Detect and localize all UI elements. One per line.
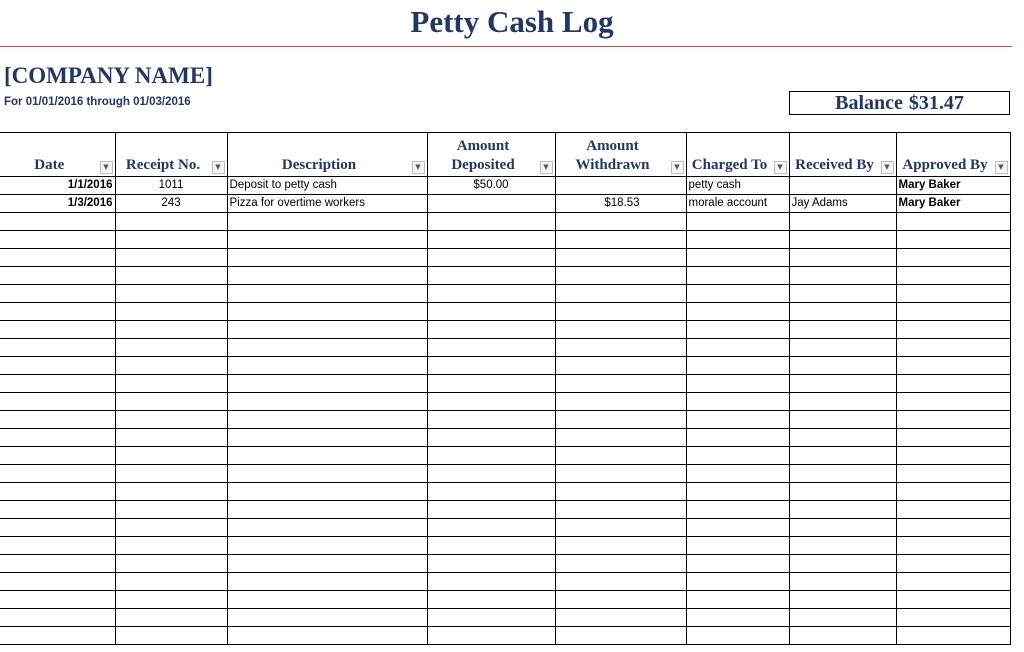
cell-description[interactable] [227,213,427,231]
cell-receipt[interactable] [115,213,227,231]
cell-charged-to[interactable] [686,357,789,375]
cell-description[interactable] [227,411,427,429]
cell-description[interactable] [227,483,427,501]
cell-receipt[interactable]: 1011 [115,177,227,195]
column-header-text: Amount [586,138,639,154]
cell-description[interactable] [227,447,427,465]
table-row [0,483,1010,501]
title-divider [0,46,1012,47]
cell-approved-by[interactable] [896,537,1010,555]
cell-date[interactable] [0,321,115,339]
column-header-text: Approved By [902,157,988,173]
cell-deposited[interactable] [427,303,555,321]
cell-withdrawn[interactable] [555,573,686,591]
cell-withdrawn[interactable] [555,231,686,249]
cell-date[interactable] [0,429,115,447]
cell-receipt[interactable] [115,483,227,501]
cell-approved-by[interactable] [896,285,1010,303]
cell-receipt[interactable] [115,609,227,627]
cell-description[interactable] [227,591,427,609]
cell-receipt[interactable]: 243 [115,195,227,213]
cell-received-by[interactable] [789,519,896,537]
cell-approved-by[interactable]: Mary Baker [896,177,1010,195]
cell-charged-to[interactable] [686,231,789,249]
column-header-receipt [115,133,227,177]
cell-receipt[interactable] [115,519,227,537]
column-header-description [227,133,427,177]
cell-received-by[interactable] [789,573,896,591]
cell-deposited[interactable]: $50.00 [427,177,555,195]
cell-approved-by[interactable] [896,555,1010,573]
cell-description[interactable] [227,465,427,483]
cell-description[interactable]: Deposit to petty cash [227,177,427,195]
cell-deposited[interactable] [427,285,555,303]
cell-withdrawn[interactable] [555,285,686,303]
cell-charged-to[interactable] [686,465,789,483]
cell-charged-to[interactable] [686,285,789,303]
cell-received-by[interactable] [789,249,896,267]
table-row [0,519,1010,537]
cell-charged-to[interactable]: morale account [686,195,789,213]
cell-date[interactable] [0,519,115,537]
cell-date[interactable] [0,501,115,519]
cell-deposited[interactable] [427,411,555,429]
cell-withdrawn[interactable] [555,303,686,321]
cell-receipt[interactable] [115,501,227,519]
table-row [0,195,1010,213]
cell-deposited[interactable] [427,393,555,411]
cell-approved-by[interactable] [896,627,1010,645]
cell-date[interactable] [0,231,115,249]
cell-description[interactable] [227,339,427,357]
table-row [0,609,1010,627]
table-row [0,375,1010,393]
cell-date[interactable] [0,213,115,231]
cell-description[interactable] [227,627,427,645]
cell-charged-to[interactable] [686,555,789,573]
cell-deposited[interactable] [427,447,555,465]
cell-withdrawn[interactable] [555,357,686,375]
cell-charged-to[interactable] [686,411,789,429]
cell-deposited[interactable] [427,321,555,339]
cell-approved-by[interactable] [896,591,1010,609]
cell-date[interactable]: 1/3/2016 [0,195,115,213]
cell-description[interactable] [227,357,427,375]
column-header-text: Description [281,157,357,173]
cell-receipt[interactable] [115,303,227,321]
table-row [0,393,1010,411]
cell-description[interactable] [227,501,427,519]
cell-charged-to[interactable] [686,321,789,339]
table-row [0,339,1010,357]
cell-description[interactable] [227,231,427,249]
cell-description[interactable] [227,285,427,303]
cell-received-by[interactable] [789,609,896,627]
cell-deposited[interactable] [427,195,555,213]
column-header-approved-by [896,133,1010,177]
table-row [0,537,1010,555]
cell-date[interactable] [0,465,115,483]
cell-withdrawn[interactable] [555,321,686,339]
cell-received-by[interactable] [789,465,896,483]
cell-description[interactable] [227,393,427,411]
cell-receipt[interactable] [115,249,227,267]
cell-description[interactable] [227,303,427,321]
column-header-label [0,156,115,176]
cell-withdrawn[interactable]: $18.53 [555,195,686,213]
cell-approved-by[interactable] [896,519,1010,537]
cell-charged-to[interactable] [686,375,789,393]
cell-approved-by[interactable] [896,609,1010,627]
cell-received-by[interactable] [789,591,896,609]
cell-withdrawn[interactable] [555,393,686,411]
cell-approved-by[interactable] [896,357,1010,375]
cell-date[interactable] [0,447,115,465]
table-row [0,213,1010,231]
column-header-label [897,156,1010,176]
table-row [0,591,1010,609]
cell-deposited[interactable] [427,375,555,393]
cell-description[interactable] [227,573,427,591]
cell-description[interactable] [227,519,427,537]
cell-withdrawn[interactable] [555,501,686,519]
cell-withdrawn[interactable] [555,627,686,645]
table-row [0,627,1010,645]
cell-date[interactable] [0,483,115,501]
cell-date[interactable] [0,411,115,429]
cell-received-by[interactable] [789,375,896,393]
filter-dropdown-icon[interactable]: ▼ [881,161,894,174]
cell-description[interactable] [227,609,427,627]
cell-date[interactable] [0,573,115,591]
cell-withdrawn[interactable] [555,537,686,555]
reporting-period: For 01/01/2016 through 01/03/2016 [4,96,191,108]
cell-receipt[interactable] [115,627,227,645]
cell-charged-to[interactable] [686,483,789,501]
cell-charged-to[interactable] [686,303,789,321]
cell-withdrawn[interactable] [555,177,686,195]
cell-received-by[interactable] [789,393,896,411]
cell-description[interactable] [227,537,427,555]
column-header-text: Date [34,157,65,173]
column-header-text: Charged To [691,157,768,173]
column-header-label [116,156,227,176]
cell-deposited[interactable] [427,591,555,609]
cell-date[interactable] [0,627,115,645]
cell-received-by[interactable] [789,285,896,303]
cell-approved-by[interactable] [896,231,1010,249]
cell-date[interactable] [0,555,115,573]
column-header-withdrawn [555,133,686,177]
cell-receipt[interactable] [115,555,227,573]
column-header-text: Deposited [451,157,515,173]
cell-withdrawn[interactable] [555,465,686,483]
balance-label: Balance [835,92,903,114]
balance-box [789,91,1010,115]
company-name: [COMPANY NAME] [4,63,213,88]
cell-approved-by[interactable] [896,465,1010,483]
cell-charged-to[interactable] [686,519,789,537]
cell-description[interactable] [227,267,427,285]
column-header-charged-to [686,133,789,177]
table-row [0,465,1010,483]
cell-receipt[interactable] [115,429,227,447]
cell-withdrawn[interactable] [555,267,686,285]
cell-deposited[interactable] [427,429,555,447]
cell-date[interactable]: 1/1/2016 [0,177,115,195]
cell-deposited[interactable] [427,609,555,627]
cell-received-by[interactable] [789,303,896,321]
cell-charged-to[interactable] [686,537,789,555]
cell-deposited[interactable] [427,231,555,249]
column-header-text: Withdrawn [575,157,650,173]
cell-received-by[interactable]: Jay Adams [789,195,896,213]
cell-charged-to[interactable] [686,501,789,519]
cell-deposited[interactable] [427,267,555,285]
table-row [0,267,1010,285]
cell-received-by[interactable] [789,177,896,195]
table-row [0,303,1010,321]
column-header-deposited [427,133,555,177]
cell-charged-to[interactable] [686,213,789,231]
cell-date[interactable] [0,537,115,555]
cell-date[interactable] [0,249,115,267]
cell-approved-by[interactable] [896,411,1010,429]
filter-dropdown-icon[interactable]: ▼ [540,161,553,174]
cell-approved-by[interactable] [896,375,1010,393]
cell-received-by[interactable] [789,483,896,501]
cell-charged-to[interactable] [686,591,789,609]
cell-approved-by[interactable] [896,501,1010,519]
table-row [0,249,1010,267]
cell-deposited[interactable] [427,573,555,591]
cell-receipt[interactable] [115,537,227,555]
cell-approved-by[interactable] [896,447,1010,465]
cell-charged-to[interactable] [686,339,789,357]
cell-withdrawn[interactable] [555,519,686,537]
petty-cash-table [0,132,1011,645]
table-row [0,429,1010,447]
filter-dropdown-icon[interactable]: ▼ [212,161,225,174]
cell-approved-by[interactable] [896,303,1010,321]
cell-receipt[interactable] [115,465,227,483]
cell-date[interactable] [0,591,115,609]
cell-approved-by[interactable] [896,429,1010,447]
cell-deposited[interactable] [427,213,555,231]
page-title: Petty Cash Log [410,4,614,39]
cell-deposited[interactable] [427,465,555,483]
column-header-label [428,137,555,176]
cell-approved-by[interactable] [896,267,1010,285]
cell-received-by[interactable] [789,321,896,339]
cell-charged-to[interactable] [686,573,789,591]
cell-receipt[interactable] [115,339,227,357]
cell-approved-by[interactable] [896,393,1010,411]
cell-approved-by[interactable] [896,573,1010,591]
cell-deposited[interactable] [427,555,555,573]
cell-date[interactable] [0,285,115,303]
filter-dropdown-icon[interactable]: ▼ [100,161,113,174]
cell-received-by[interactable] [789,411,896,429]
table-row [0,231,1010,249]
cell-deposited[interactable] [427,339,555,357]
table-row [0,177,1010,195]
table-body [0,177,1010,645]
cell-received-by[interactable] [789,429,896,447]
cell-deposited[interactable] [427,627,555,645]
cell-approved-by[interactable] [896,213,1010,231]
table-row [0,555,1010,573]
cell-date[interactable] [0,375,115,393]
cell-receipt[interactable] [115,321,227,339]
cell-deposited[interactable] [427,357,555,375]
cell-receipt[interactable] [115,375,227,393]
cell-charged-to[interactable] [686,393,789,411]
cell-charged-to[interactable] [686,447,789,465]
cell-description[interactable] [227,249,427,267]
cell-receipt[interactable] [115,231,227,249]
cell-deposited[interactable] [427,501,555,519]
cell-description[interactable]: Pizza for overtime workers [227,195,427,213]
column-header-text: Received By [795,157,874,173]
table-row [0,321,1010,339]
filter-dropdown-icon[interactable]: ▼ [774,161,787,174]
cell-charged-to[interactable] [686,609,789,627]
cell-receipt[interactable] [115,285,227,303]
cell-withdrawn[interactable] [555,609,686,627]
cell-approved-by[interactable] [896,249,1010,267]
table-row [0,573,1010,591]
cell-withdrawn[interactable] [555,591,686,609]
table-row [0,357,1010,375]
cell-approved-by[interactable]: Mary Baker [896,195,1010,213]
column-header-label [556,137,686,176]
cell-approved-by[interactable] [896,483,1010,501]
filter-dropdown-icon[interactable]: ▼ [412,161,425,174]
cell-withdrawn[interactable] [555,249,686,267]
cell-received-by[interactable] [789,357,896,375]
cell-deposited[interactable] [427,519,555,537]
column-header-text: Amount [456,138,510,154]
cell-charged-to[interactable] [686,267,789,285]
cell-received-by[interactable] [789,339,896,357]
table-row [0,411,1010,429]
cell-date[interactable] [0,267,115,285]
column-header-label [228,156,427,176]
cell-receipt[interactable] [115,447,227,465]
column-header-received-by [789,133,896,177]
cell-received-by[interactable] [789,213,896,231]
cell-receipt[interactable] [115,393,227,411]
cell-received-by[interactable] [789,447,896,465]
cell-date[interactable] [0,357,115,375]
cell-description[interactable] [227,429,427,447]
cell-charged-to[interactable]: petty cash [686,177,789,195]
cell-description[interactable] [227,555,427,573]
filter-dropdown-icon[interactable]: ▼ [671,161,684,174]
cell-receipt[interactable] [115,573,227,591]
cell-deposited[interactable] [427,249,555,267]
balance-value: $31.47 [908,92,964,114]
cell-charged-to[interactable] [686,429,789,447]
cell-withdrawn[interactable] [555,339,686,357]
cell-description[interactable] [227,375,427,393]
column-header-date [0,133,115,177]
cell-date[interactable] [0,609,115,627]
cell-deposited[interactable] [427,483,555,501]
cell-receipt[interactable] [115,591,227,609]
cell-date[interactable] [0,393,115,411]
cell-date[interactable] [0,303,115,321]
cell-withdrawn[interactable] [555,213,686,231]
cell-date[interactable] [0,339,115,357]
cell-withdrawn[interactable] [555,411,686,429]
table-row [0,447,1010,465]
cell-charged-to[interactable] [686,627,789,645]
cell-received-by[interactable] [789,231,896,249]
cell-withdrawn[interactable] [555,375,686,393]
cell-received-by[interactable] [789,555,896,573]
table-row [0,501,1010,519]
cell-receipt[interactable] [115,411,227,429]
cell-description[interactable] [227,321,427,339]
column-header-text: Receipt No. [125,157,201,173]
cell-received-by[interactable] [789,627,896,645]
cell-receipt[interactable] [115,357,227,375]
header-row [0,133,1010,177]
cell-approved-by[interactable] [896,321,1010,339]
cell-received-by[interactable] [789,267,896,285]
cell-approved-by[interactable] [896,339,1010,357]
cell-received-by[interactable] [789,501,896,519]
cell-receipt[interactable] [115,267,227,285]
cell-withdrawn[interactable] [555,429,686,447]
filter-dropdown-icon[interactable]: ▼ [995,161,1008,174]
cell-withdrawn[interactable] [555,447,686,465]
table-row [0,285,1010,303]
cell-deposited[interactable] [427,537,555,555]
cell-received-by[interactable] [789,537,896,555]
cell-charged-to[interactable] [686,249,789,267]
cell-withdrawn[interactable] [555,555,686,573]
cell-withdrawn[interactable] [555,483,686,501]
